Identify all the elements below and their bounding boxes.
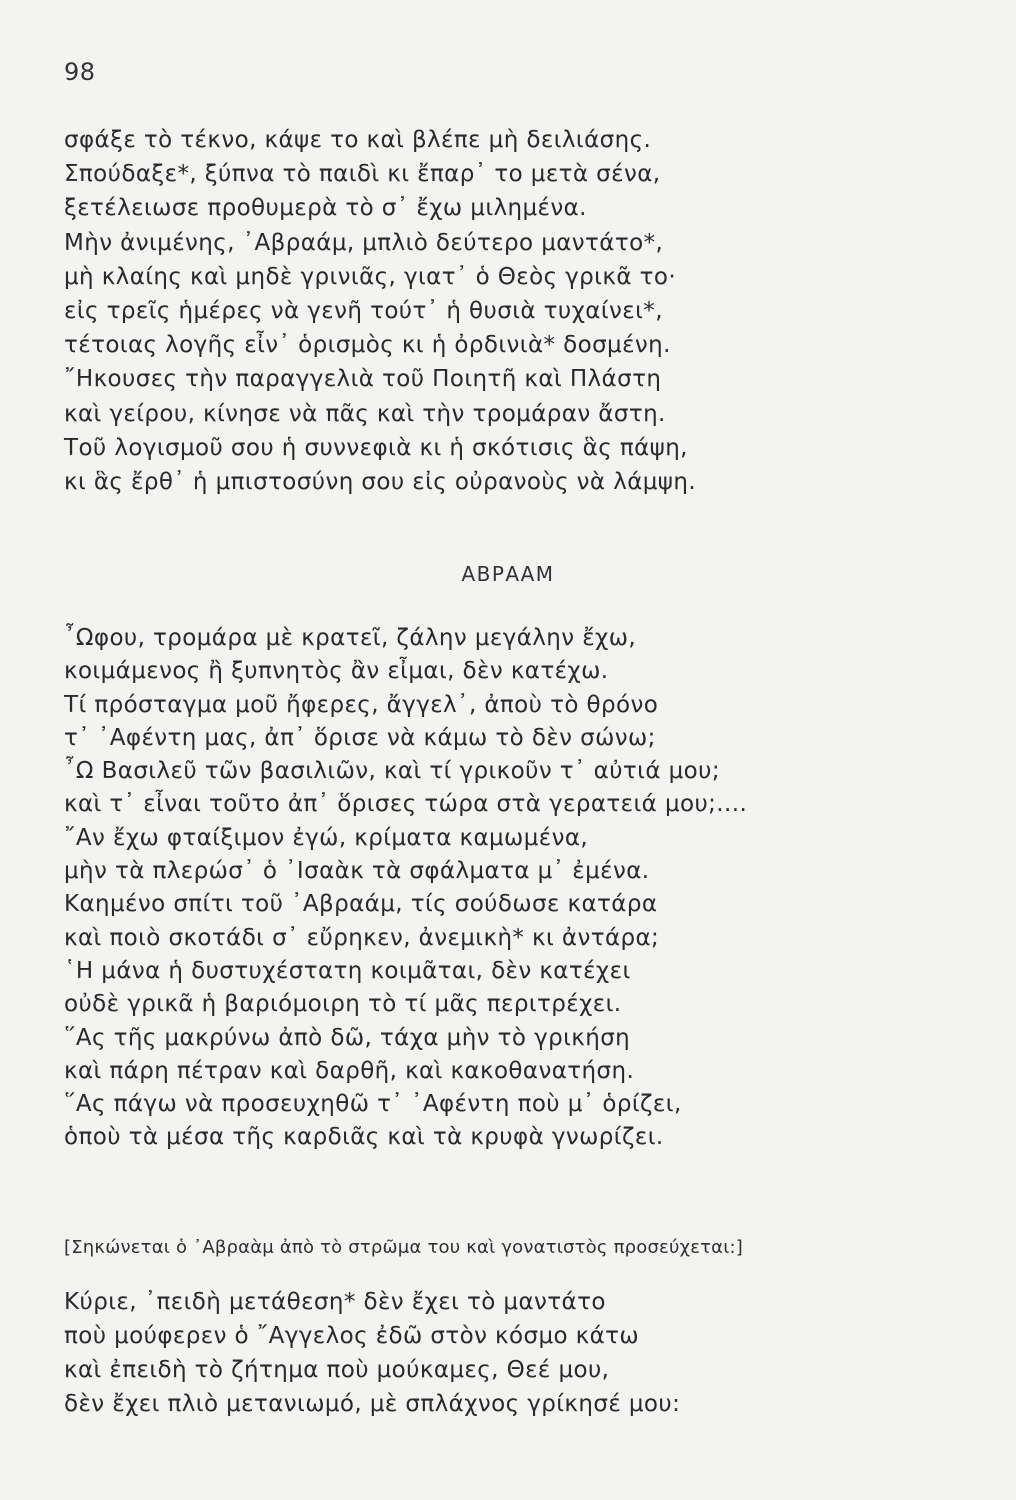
verse-line: τέτοιας λογῆς εἶν᾽ ὁρισμὸς κι ἡ ὀρδινιὰ* δοσμένη. [64,332,671,359]
verse-line: δὲν ἔχει πλιὸ μετανιωμό, μὲ σπλάχνος γρίκησέ μου: [64,1391,681,1417]
stanza-1 [64,123,964,499]
verse-line: ῎Ηκουσες τὴν παραγγελιὰ τοῦ Ποιητῆ καὶ Πλάστη [64,366,662,393]
verse-line: εἰς τρεῖς ἡμέρες νὰ γενῆ τούτ᾽ ἡ θυσιὰ τυχαίνει*, [64,297,663,324]
verse-line: ποὺ μούφερεν ὁ ῎Αγγελος ἐδῶ στὸν κόσμο κάτω [64,1323,640,1349]
verse-line: κοιμάμενος ἢ ξυπνητὸς ἂν εἶμαι, δὲν κατέχω. [64,658,609,685]
stanza-3 [64,1285,964,1421]
verse-line: ῞Ας πάγω νὰ προσευχηθῶ τ᾽ ᾽Αφέντη ποὺ μ᾽ ὁρίζει, [64,1091,682,1118]
verse-line: καὶ ποιὸ σκοτάδι σ᾽ εὔρηκεν, ἀνεμικὴ* κι ἀντάρα; [64,924,660,951]
verse-line: οὐδὲ γρικᾶ ἡ βαριόμοιρη τὸ τί μᾶς περιτρέχει. [64,991,622,1018]
verse-line: Κύριε, ᾽πειδὴ μετάθεση* δὲν ἔχει τὸ μαντάτο [64,1289,606,1315]
verse-line: Τί πρόσταγμα μοῦ ἤφερες, ἄγγελ᾽, ἀποὺ τὸ θρόνο [64,691,659,718]
verse-line: ῞Ας τῆς μακρύνω ἀπὸ δῶ, τάχα μὴν τὸ γρικήση [64,1024,631,1051]
verse-line: ῏Ωφου, τρομάρα μὲ κρατεῖ, ζάλην μεγάλην ἔχω, [64,625,637,651]
speaker-heading: ΑΒΡΑΑΜ [461,562,555,586]
verse-line: Καημένο σπίτι τοῦ ᾽Αβραάμ, τίς σούδωσε κατάρα [64,891,658,918]
verse-line: μὴ κλαίης καὶ μηδὲ γρινιᾶς, γιατ᾽ ὁ Θεὸς γρικᾶ το· [64,263,677,290]
stage-direction: [Σηκώνεται ὁ ᾽Αβραὰμ ἀπὸ τὸ στρῶμα του καὶ γονατιστὸς προσεύχεται:] [64,1237,744,1258]
stanza-2 [64,622,964,1155]
verse-line: καὶ γείρου, κίνησε νὰ πᾶς καὶ τὴν τρομάραν ἄστη. [64,400,666,427]
verse-line: ὁποὺ τὰ μέσα τῆς καρδιᾶς καὶ τὰ κρυφὰ γνωρίζει. [64,1124,664,1151]
verse-line: ῾Η μάνα ἡ δυστυχέστατη κοιμᾶται, δὲν κατέχει [64,957,631,984]
verse-line: καὶ ἐπειδὴ τὸ ζήτημα ποὺ μούκαμες, Θεέ μου, [64,1357,610,1383]
verse-line: τ᾽ ᾽Αφέντη μας, ἀπ᾽ ὅρισε νὰ κάμω τὸ δὲν σώνω; [64,724,656,751]
verse-line: κι ἃς ἔρθ᾽ ἡ μπιστοσύνη σου εἰς οὐρανοὺς νὰ λάμψη. [64,468,697,495]
verse-line: καὶ πάρη πέτραν καὶ δαρθῆ, καὶ κακοθανατήση. [64,1057,635,1084]
verse-line: Τοῦ λογισμοῦ σου ἡ συννεφιὰ κι ἡ σκότισις ἃς πάψη, [64,434,688,461]
verse-line: Μὴν ἀνιμένης, ᾽Αβραάμ, μπλιὸ δεύτερο μαντάτο*, [64,229,664,256]
verse-line: ῎Αν ἔχω φταίξιμον ἐγώ, κρίματα καμωμένα, [64,824,589,851]
verse-line: καὶ τ᾽ εἶναι τοῦτο ἀπ᾽ ὅρισες τώρα στὰ γερατειά μου;.... [64,791,748,818]
verse-line: Σπούδαξε*, ξύπνα τὸ παιδὶ κι ἔπαρ᾽ το μετὰ σένα, [64,161,661,188]
verse-line: σφάξε τὸ τέκνο, κάψε το καὶ βλέπε μὴ δειλιάσης. [64,127,652,153]
page-number: 98 [64,58,96,86]
verse-line: ῏Ω Βασιλεῦ τῶν βασιλιῶν, καὶ τί γρικοῦν τ᾽ αὐτιά μου; [64,758,720,785]
verse-line: μὴν τὰ πλερώσ᾽ ὁ ᾽Ισαὰκ τὰ σφάλματα μ᾽ ἐμένα. [64,858,650,885]
verse-line: ξετέλειωσε προθυμερὰ τὸ σ᾽ ἔχω μιλημένα. [64,195,587,222]
